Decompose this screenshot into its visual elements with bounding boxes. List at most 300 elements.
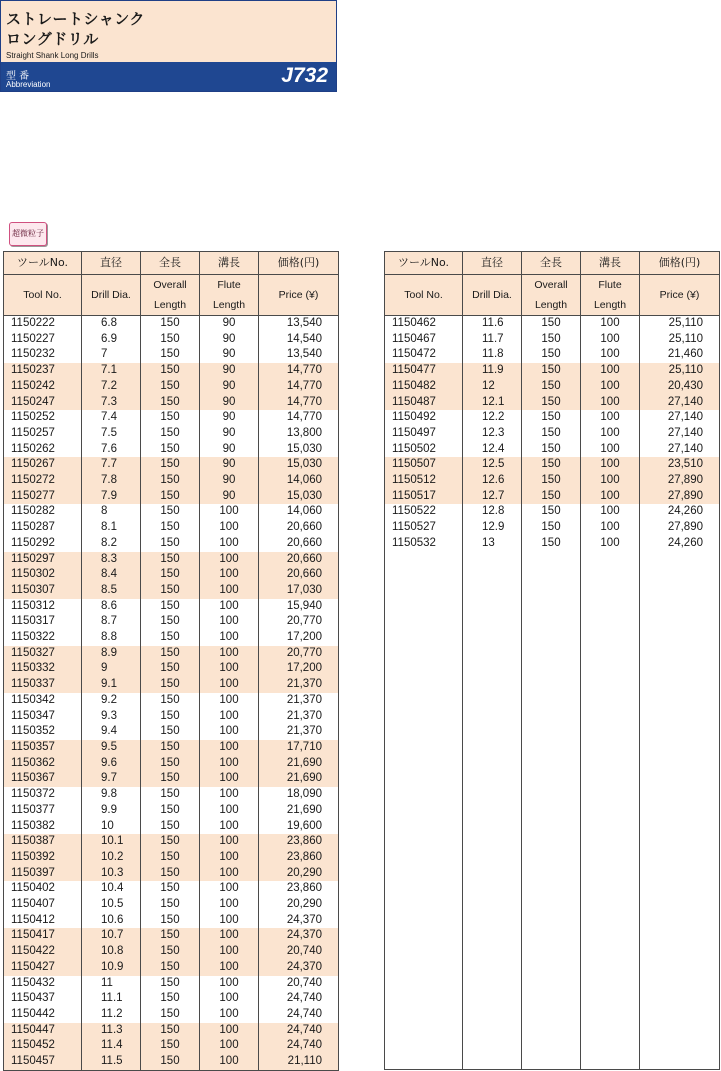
table-row (4, 803, 339, 819)
flute-length-cell: 100 (200, 646, 259, 662)
price-cell (640, 1006, 720, 1022)
flute-length-cell: 100 (200, 599, 259, 615)
tool-no-cell (385, 928, 463, 944)
overall-length-cell (522, 881, 581, 897)
tool-no-cell (385, 818, 463, 834)
overall-length-cell: 150 (141, 347, 200, 363)
drill-dia-cell: 7.5 (82, 426, 141, 442)
tool-no-cell: 1150302 (4, 567, 82, 583)
drill-dia-cell (463, 567, 522, 583)
overall-length-cell: 150 (141, 332, 200, 348)
header-len-en-1: Overall (534, 279, 568, 291)
overall-length-cell: 150 (141, 960, 200, 976)
tool-no-cell: 1150337 (4, 677, 82, 693)
table-row (4, 740, 339, 756)
table-row (385, 724, 720, 740)
table-row (4, 536, 339, 552)
overall-length-cell: 150 (522, 504, 581, 520)
flute-length-cell: 100 (581, 395, 640, 411)
tool-no-cell (385, 552, 463, 568)
price-cell (640, 677, 720, 693)
tool-no-cell: 1150272 (4, 473, 82, 489)
price-cell: 17,710 (259, 740, 339, 756)
tool-no-cell (385, 1006, 463, 1022)
price-cell: 21,460 (640, 347, 720, 363)
tool-no-cell: 1150307 (4, 583, 82, 599)
price-cell (640, 614, 720, 630)
drill-dia-cell: 12.7 (463, 489, 522, 505)
tool-no-cell (385, 975, 463, 991)
header-len-en-2: Length (534, 299, 568, 311)
tool-no-cell: 1150267 (4, 457, 82, 473)
price-cell: 25,110 (640, 316, 720, 332)
tool-no-cell: 1150362 (4, 756, 82, 772)
price-cell: 20,660 (259, 520, 339, 536)
tool-no-cell: 1150472 (385, 347, 463, 363)
drill-dia-cell: 11.7 (463, 332, 522, 348)
price-cell: 24,370 (259, 913, 339, 929)
flute-length-cell: 100 (200, 819, 259, 835)
table-row (4, 599, 339, 615)
price-cell: 14,060 (259, 473, 339, 489)
tool-no-cell: 1150257 (4, 426, 82, 442)
price-cell (640, 991, 720, 1007)
drill-dia-cell: 12.8 (463, 504, 522, 520)
drill-dia-cell (463, 834, 522, 850)
flute-length-cell: 100 (581, 473, 640, 489)
price-cell: 24,740 (259, 1007, 339, 1023)
drill-dia-cell (463, 630, 522, 646)
table-row (4, 881, 339, 897)
table-row (4, 426, 339, 442)
overall-length-cell: 150 (141, 614, 200, 630)
price-cell (640, 599, 720, 615)
overall-length-cell: 150 (141, 379, 200, 395)
drill-dia-cell (463, 724, 522, 740)
price-cell (640, 787, 720, 803)
abbreviation-label-en: Abbreviation (6, 80, 51, 89)
price-cell: 17,200 (259, 661, 339, 677)
flute-length-cell: 100 (200, 1007, 259, 1023)
flute-length-cell: 100 (200, 583, 259, 599)
overall-length-cell (522, 834, 581, 850)
flute-length-cell (581, 897, 640, 913)
tool-no-cell (385, 912, 463, 928)
flute-length-cell (581, 787, 640, 803)
price-cell: 20,290 (259, 866, 339, 882)
table-row (4, 457, 339, 473)
flute-length-cell: 90 (200, 489, 259, 505)
table-row (385, 959, 720, 975)
overall-length-cell: 150 (141, 803, 200, 819)
overall-length-cell: 150 (141, 661, 200, 677)
tool-no-cell: 1150287 (4, 520, 82, 536)
flute-length-cell (581, 583, 640, 599)
header-flute-jp: 溝長 (200, 252, 259, 275)
price-cell: 21,370 (259, 724, 339, 740)
price-cell: 14,540 (259, 332, 339, 348)
table-row (385, 379, 720, 395)
flute-length-cell: 90 (200, 442, 259, 458)
overall-length-cell (522, 646, 581, 662)
overall-length-cell: 150 (141, 442, 200, 458)
drill-dia-cell: 7.2 (82, 379, 141, 395)
overall-length-cell: 150 (141, 395, 200, 411)
flute-length-cell (581, 552, 640, 568)
price-cell (640, 975, 720, 991)
overall-length-cell (522, 677, 581, 693)
flute-length-cell (581, 724, 640, 740)
tool-no-cell (385, 567, 463, 583)
table-row (4, 504, 339, 520)
overall-length-cell (522, 975, 581, 991)
overall-length-cell: 150 (522, 489, 581, 505)
table-row (4, 316, 339, 332)
tool-no-cell: 1150432 (4, 976, 82, 992)
tool-no-cell (385, 991, 463, 1007)
flute-length-cell (581, 912, 640, 928)
price-cell (640, 708, 720, 724)
tool-no-cell: 1150322 (4, 630, 82, 646)
overall-length-cell: 150 (141, 599, 200, 615)
price-cell: 20,660 (259, 552, 339, 568)
flute-length-cell: 100 (200, 850, 259, 866)
tool-no-cell: 1150277 (4, 489, 82, 505)
overall-length-cell: 150 (141, 552, 200, 568)
title-jp-line2: ロングドリル (6, 30, 99, 48)
table-row (4, 332, 339, 348)
tool-no-cell (385, 693, 463, 709)
overall-length-cell (522, 787, 581, 803)
drill-dia-cell: 11 (82, 976, 141, 992)
flute-length-cell: 100 (200, 536, 259, 552)
price-cell: 17,030 (259, 583, 339, 599)
product-code: J732 (281, 64, 328, 87)
tool-no-cell: 1150327 (4, 646, 82, 662)
overall-length-cell: 150 (141, 1038, 200, 1054)
overall-length-cell: 150 (141, 567, 200, 583)
flute-length-cell: 100 (200, 1054, 259, 1070)
price-cell: 20,290 (259, 897, 339, 913)
tool-no-cell (385, 1038, 463, 1054)
drill-dia-cell: 12.4 (463, 442, 522, 458)
table-row (4, 567, 339, 583)
table-row (4, 756, 339, 772)
drill-dia-cell: 10.4 (82, 881, 141, 897)
drill-dia-cell (463, 614, 522, 630)
overall-length-cell (522, 1038, 581, 1054)
price-cell (640, 583, 720, 599)
flute-length-cell: 90 (200, 363, 259, 379)
flute-length-cell (581, 599, 640, 615)
table-row (4, 709, 339, 725)
drill-dia-cell: 11.1 (82, 991, 141, 1007)
flute-length-cell: 100 (200, 881, 259, 897)
abbreviation-bar (1, 62, 336, 91)
tool-no-cell: 1150527 (385, 520, 463, 536)
flute-length-cell (581, 850, 640, 866)
table-row (385, 677, 720, 693)
table-row (385, 567, 720, 583)
table-row (4, 724, 339, 740)
price-cell (640, 740, 720, 756)
table-row (385, 865, 720, 881)
overall-length-cell: 150 (522, 473, 581, 489)
table-row (4, 363, 339, 379)
overall-length-cell: 150 (522, 426, 581, 442)
material-badge: 超微粒子 (9, 222, 47, 246)
price-cell: 21,370 (259, 709, 339, 725)
tool-no-cell: 1150522 (385, 504, 463, 520)
flute-length-cell: 100 (200, 928, 259, 944)
table-row (385, 975, 720, 991)
overall-length-cell: 150 (141, 976, 200, 992)
tool-no-cell: 1150487 (385, 395, 463, 411)
price-cell: 13,540 (259, 347, 339, 363)
table-row (385, 1006, 720, 1022)
flute-length-cell: 90 (200, 379, 259, 395)
overall-length-cell: 150 (522, 410, 581, 426)
flute-length-cell (581, 771, 640, 787)
table-row (4, 960, 339, 976)
drill-dia-cell: 9.4 (82, 724, 141, 740)
flute-length-cell: 100 (200, 897, 259, 913)
flute-length-cell: 100 (581, 410, 640, 426)
tool-no-cell (385, 677, 463, 693)
table-row (4, 646, 339, 662)
overall-length-cell: 150 (141, 693, 200, 709)
header-dia-en: Drill Dia. (82, 275, 141, 316)
drill-dia-cell: 6.8 (82, 316, 141, 332)
flute-length-cell: 90 (200, 473, 259, 489)
header-flute-jp: 溝長 (581, 252, 640, 275)
flute-length-cell: 100 (200, 756, 259, 772)
price-cell: 13,800 (259, 426, 339, 442)
drill-dia-cell: 11.5 (82, 1054, 141, 1070)
tool-no-cell (385, 661, 463, 677)
tool-no-cell (385, 583, 463, 599)
overall-length-cell: 150 (141, 316, 200, 332)
overall-length-cell (522, 818, 581, 834)
drill-dia-cell: 8.8 (82, 630, 141, 646)
overall-length-cell: 150 (141, 426, 200, 442)
header-price-jp: 価格(円) (259, 252, 339, 275)
table-row (385, 347, 720, 363)
title-panel (1, 1, 336, 62)
drill-dia-cell: 8.3 (82, 552, 141, 568)
flute-length-cell: 100 (581, 504, 640, 520)
flute-length-cell (581, 755, 640, 771)
tool-no-cell: 1150402 (4, 881, 82, 897)
table-row (4, 976, 339, 992)
table-row (4, 991, 339, 1007)
overall-length-cell: 150 (141, 913, 200, 929)
header-tool-en: Tool No. (4, 275, 82, 316)
drill-dia-cell: 8.7 (82, 614, 141, 630)
flute-length-cell: 100 (200, 724, 259, 740)
table-row (385, 818, 720, 834)
tool-no-cell: 1150292 (4, 536, 82, 552)
overall-length-cell (522, 991, 581, 1007)
table-row (4, 834, 339, 850)
price-cell: 25,110 (640, 363, 720, 379)
drill-dia-cell: 8.6 (82, 599, 141, 615)
table-row (4, 771, 339, 787)
price-cell: 23,510 (640, 457, 720, 473)
tool-no-cell (385, 708, 463, 724)
flute-length-cell: 100 (581, 457, 640, 473)
drill-dia-cell: 6.9 (82, 332, 141, 348)
tool-no-cell (385, 1022, 463, 1038)
table-row (4, 410, 339, 426)
price-cell: 20,430 (640, 379, 720, 395)
price-cell: 20,740 (259, 976, 339, 992)
table-row (385, 928, 720, 944)
table-row (4, 347, 339, 363)
overall-length-cell (522, 708, 581, 724)
drill-dia-cell: 11.2 (82, 1007, 141, 1023)
table-row (385, 489, 720, 505)
table-row (385, 740, 720, 756)
table-row (385, 332, 720, 348)
overall-length-cell (522, 803, 581, 819)
table-row (385, 630, 720, 646)
flute-length-cell: 100 (581, 426, 640, 442)
overall-length-cell (522, 1054, 581, 1070)
overall-length-cell: 150 (522, 536, 581, 552)
drill-dia-cell (463, 975, 522, 991)
drill-dia-cell: 9.3 (82, 709, 141, 725)
overall-length-cell (522, 897, 581, 913)
flute-length-cell: 100 (581, 536, 640, 552)
price-cell: 24,740 (259, 1023, 339, 1039)
flute-length-cell: 90 (200, 332, 259, 348)
tool-no-cell: 1150417 (4, 928, 82, 944)
overall-length-cell (522, 1022, 581, 1038)
price-cell: 21,370 (259, 677, 339, 693)
flute-length-cell (581, 1054, 640, 1070)
flute-length-cell (581, 614, 640, 630)
flute-length-cell (581, 708, 640, 724)
tool-no-cell: 1150412 (4, 913, 82, 929)
overall-length-cell (522, 599, 581, 615)
table-row (4, 489, 339, 505)
price-cell: 24,370 (259, 928, 339, 944)
overall-length-cell (522, 614, 581, 630)
flute-length-cell (581, 944, 640, 960)
drill-dia-cell: 10.3 (82, 866, 141, 882)
flute-length-cell: 100 (200, 944, 259, 960)
overall-length-cell: 150 (141, 473, 200, 489)
price-cell: 20,770 (259, 614, 339, 630)
drill-dia-cell: 10 (82, 819, 141, 835)
drill-dia-cell: 8 (82, 504, 141, 520)
table-row (385, 536, 720, 552)
header-len-en (522, 275, 581, 316)
drill-dia-cell (463, 959, 522, 975)
table-row (385, 614, 720, 630)
price-cell: 15,940 (259, 599, 339, 615)
table-row (4, 677, 339, 693)
overall-length-cell: 150 (141, 363, 200, 379)
drill-dia-cell (463, 1038, 522, 1054)
tool-no-cell: 1150442 (4, 1007, 82, 1023)
title-jp-line1: ストレートシャンク (6, 10, 145, 28)
overall-length-cell: 150 (141, 881, 200, 897)
drill-dia-cell: 10.2 (82, 850, 141, 866)
tool-no-cell: 1150507 (385, 457, 463, 473)
drill-dia-cell: 7 (82, 347, 141, 363)
flute-length-cell (581, 991, 640, 1007)
header-flute-en (200, 275, 259, 316)
tool-no-cell: 1150482 (385, 379, 463, 395)
overall-length-cell (522, 567, 581, 583)
price-cell: 13,540 (259, 316, 339, 332)
table-row (4, 473, 339, 489)
overall-length-cell: 150 (141, 504, 200, 520)
table-row (385, 1054, 720, 1070)
drill-dia-cell: 10.8 (82, 944, 141, 960)
drill-dia-cell: 9.7 (82, 771, 141, 787)
drill-dia-cell: 12.9 (463, 520, 522, 536)
drill-dia-cell: 12.2 (463, 410, 522, 426)
overall-length-cell (522, 661, 581, 677)
table-row (385, 771, 720, 787)
flute-length-cell: 100 (200, 834, 259, 850)
drill-dia-cell (463, 1006, 522, 1022)
overall-length-cell (522, 740, 581, 756)
overall-length-cell (522, 771, 581, 787)
flute-length-cell (581, 646, 640, 662)
header-dia-jp: 直径 (82, 252, 141, 275)
table-row (4, 850, 339, 866)
drill-dia-cell: 11.4 (82, 1038, 141, 1054)
header-dia-jp: 直径 (463, 252, 522, 275)
tool-no-cell: 1150252 (4, 410, 82, 426)
overall-length-cell: 150 (522, 442, 581, 458)
tool-no-cell: 1150352 (4, 724, 82, 740)
tool-no-cell (385, 1054, 463, 1070)
flute-length-cell (581, 881, 640, 897)
table-row (385, 881, 720, 897)
price-cell (640, 944, 720, 960)
price-cell (640, 646, 720, 662)
drill-dia-cell (463, 912, 522, 928)
header-len-en (141, 275, 200, 316)
drill-dia-cell (463, 881, 522, 897)
overall-length-cell: 150 (141, 1007, 200, 1023)
drill-dia-cell: 8.4 (82, 567, 141, 583)
tool-no-cell: 1150332 (4, 661, 82, 677)
header-price-jp: 価格(円) (640, 252, 720, 275)
price-cell: 21,690 (259, 756, 339, 772)
tool-no-cell: 1150387 (4, 834, 82, 850)
table-row (385, 426, 720, 442)
drill-dia-cell (463, 755, 522, 771)
overall-length-cell: 150 (522, 363, 581, 379)
price-cell: 27,890 (640, 489, 720, 505)
overall-length-cell (522, 959, 581, 975)
tool-no-cell: 1150382 (4, 819, 82, 835)
table-row (4, 897, 339, 913)
flute-length-cell (581, 630, 640, 646)
overall-length-cell: 150 (141, 709, 200, 725)
drill-dia-cell: 10.1 (82, 834, 141, 850)
tool-no-cell (385, 630, 463, 646)
flute-length-cell: 100 (200, 803, 259, 819)
price-cell (640, 850, 720, 866)
price-cell: 14,770 (259, 379, 339, 395)
